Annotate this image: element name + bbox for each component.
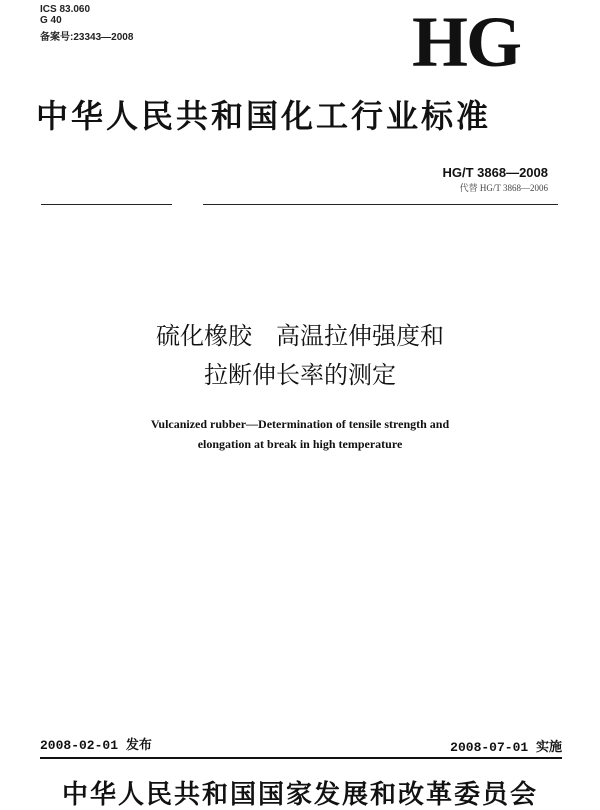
standard-number: HG/T 3868—2008 bbox=[442, 165, 548, 180]
filing-number: 备案号:23343—2008 bbox=[40, 32, 134, 43]
standard-type-heading: 中华人民共和国化工行业标准 bbox=[36, 97, 492, 135]
implementation-date: 2008-07-01 实施 bbox=[450, 740, 562, 755]
hg-logo: HG bbox=[412, 2, 521, 82]
publisher-name: 中华人民共和国国家发展和改革委员会 bbox=[62, 780, 539, 810]
title-chinese-line-2: 拉断伸长率的测定 bbox=[204, 361, 396, 389]
footer-rule bbox=[40, 757, 562, 759]
title-chinese-line-1: 硫化橡胶 高温拉伸强度和 bbox=[156, 322, 444, 350]
ccs-code: G 40 bbox=[40, 15, 62, 26]
header-rule-left bbox=[41, 204, 172, 205]
title-english-line-2: elongation at break in high temperature bbox=[197, 437, 403, 451]
header-rule-right bbox=[203, 204, 558, 205]
title-english-line-1: Vulcanized rubber—Determination of tensile strength and bbox=[150, 417, 450, 431]
issue-date: 2008-02-01 发布 bbox=[40, 738, 152, 753]
ics-code: ICS 83.060 bbox=[40, 4, 91, 15]
replaces-note: 代替 HG/T 3868—2006 bbox=[459, 183, 548, 193]
